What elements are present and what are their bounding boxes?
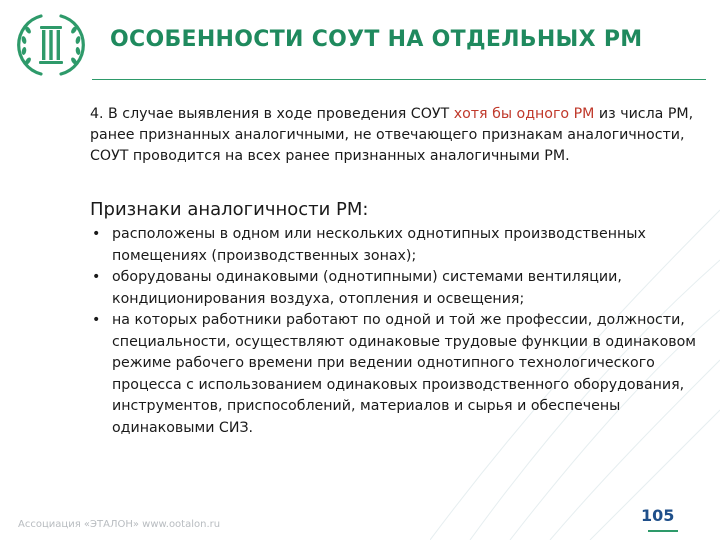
section-heading: Признаки аналогичности РМ:	[90, 199, 369, 220]
page-number: 105	[641, 506, 675, 525]
bullet-marker: •	[92, 226, 101, 242]
intro-text-end: из числа РМ, ранее признанных аналогичными, не отвечающего признакам аналогичности, СОУТ проводится на всех ранее признанных аналогичными РМ.	[90, 106, 694, 164]
list-item-text: оборудованы одинаковыми (однотипными) системами вентиляции, кондиционирования воздуха, отопления и освещения;	[112, 269, 622, 307]
page-title: ОСОБЕННОСТИ СОУТ НА ОТДЕЛЬНЫХ РМ	[110, 27, 643, 52]
list-item	[90, 310, 714, 439]
bullet-marker: •	[92, 269, 101, 285]
title-divider	[92, 79, 706, 80]
intro-text-start: 4. В случае выявления в ходе проведения СОУТ	[90, 106, 454, 122]
list-item	[90, 224, 714, 267]
criteria-list	[90, 224, 714, 439]
list-item-text: на которых работники работают по одной и той же профессии, должности, специальности, осуществляют одинаковые трудовые функции в одинаковом режиме рабочего времени при ведении однотипного технологического процесса с использованием одинаковых производственного оборудования, инструментов, приспособлений, материалов и сырья и обеспечены одинаковыми СИЗ.	[112, 312, 696, 436]
intro-highlight: хотя бы одного РМ	[453, 106, 595, 122]
intro-paragraph	[90, 104, 712, 167]
list-item	[90, 267, 714, 310]
wreath-column-logo-icon	[14, 8, 88, 82]
footer-organization: Ассоциация «ЭТАЛОН» www.ootalon.ru	[18, 519, 221, 530]
page-number-underline	[648, 530, 678, 532]
list-item-text: расположены в одном или нескольких однотипных производственных помещениях (производственных зонах);	[112, 226, 646, 264]
bullet-marker: •	[92, 312, 101, 328]
